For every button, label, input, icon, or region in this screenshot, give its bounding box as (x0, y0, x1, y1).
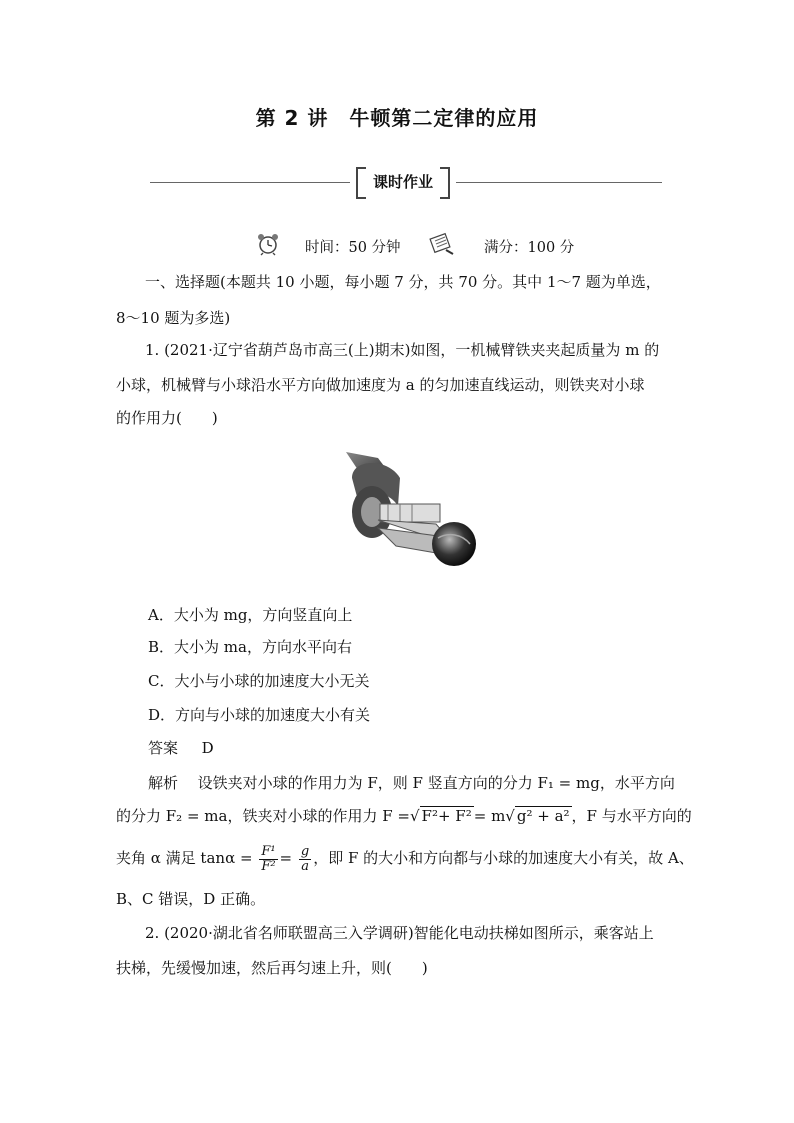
sqrt-content-1: F²+ F² (421, 807, 472, 825)
q1-analysis-line1 (148, 773, 675, 793)
bracket-left (356, 167, 366, 199)
divider-left (150, 182, 350, 183)
section-heading-line2: 8～10 题为多选) (116, 309, 231, 327)
fraction-2-num: g (300, 843, 310, 859)
alarm-clock-icon (255, 232, 281, 256)
q1-option-b: B．大小为 ma，方向水平向右 (148, 638, 352, 656)
sqrt-symbol-1: √ (409, 807, 420, 825)
q1-answer (148, 738, 214, 758)
analysis-label: 解析 (148, 774, 179, 792)
section-heading-line1: 一、选择题(本题共 10 小题，每小题 7 分，共 70 分。其中 1～7 题为单选， (145, 273, 661, 291)
analysis-text-2a: 的分力 F₂ = ma，铁夹对小球的作用力 F = (116, 807, 410, 825)
section-banner (356, 167, 450, 197)
answer-label: 答案 (148, 739, 179, 757)
score-label: 满分：100 分 (484, 240, 575, 256)
divider-right (456, 182, 662, 183)
q1-option-a: A．大小为 mg，方向竖直向上 (148, 606, 353, 624)
exam-paper-icon (428, 232, 456, 256)
page-title: 第 2 讲 牛顿第二定律的应用 (255, 106, 539, 130)
answer-value: D (201, 739, 214, 757)
fraction-1-num: F¹ (261, 843, 276, 859)
q2-stem-line2: 扶梯，先缓慢加速，然后再匀速上升，则( ) (116, 959, 428, 977)
fraction-1-den: F² (261, 858, 276, 874)
q2-stem-line1: 2. (2020·湖北省名师联盟高三入学调研)智能化电动扶梯如图所示，乘客站上 (145, 924, 654, 942)
q1-option-d: D．方向与小球的加速度大小有关 (148, 706, 371, 724)
fraction-2 (299, 845, 311, 874)
analysis-text-2b: ，F 与水平方向的 (571, 807, 692, 825)
sqrt-symbol-2: √ (505, 807, 515, 825)
banner-label: 课时作业 (372, 173, 433, 191)
analysis-text-3b: ，即 F 的大小和方向都与小球的加速度大小有关，故 A、 (313, 849, 694, 867)
sqrt-content-2: g² + a² (516, 807, 570, 825)
time-label: 时间：50 分钟 (305, 240, 401, 256)
robot-arm-figure (338, 448, 488, 578)
q1-analysis-line3 (116, 843, 694, 874)
fraction-2-den: a (301, 858, 309, 874)
q1-option-c: C．大小与小球的加速度大小无关 (148, 672, 370, 690)
q1-stem-line3: 的作用力( ) (116, 409, 218, 427)
analysis-text-3a: 夹角 α 满足 tanα = (116, 849, 253, 867)
fraction-eq: = (279, 849, 293, 867)
q1-analysis-line2 (116, 806, 692, 826)
analysis-text-2eq: = m (473, 807, 506, 825)
q1-stem-line2: 小球，机械臂与小球沿水平方向做加速度为 a 的匀加速直线运动，则铁夹对小球 (116, 376, 645, 394)
q1-stem-line1: 1. (2021·辽宁省葫芦岛市高三(上)期末)如图，一机械臂铁夹夹起质量为 m 的 (145, 341, 660, 359)
bracket-right (440, 167, 450, 199)
q1-analysis-line4: B、C 错误，D 正确。 (116, 890, 266, 908)
analysis-text-1: 设铁夹对小球的作用力为 F，则 F 竖直方向的分力 F₁ = mg，水平方向 (197, 774, 675, 792)
fraction-1 (259, 845, 277, 874)
